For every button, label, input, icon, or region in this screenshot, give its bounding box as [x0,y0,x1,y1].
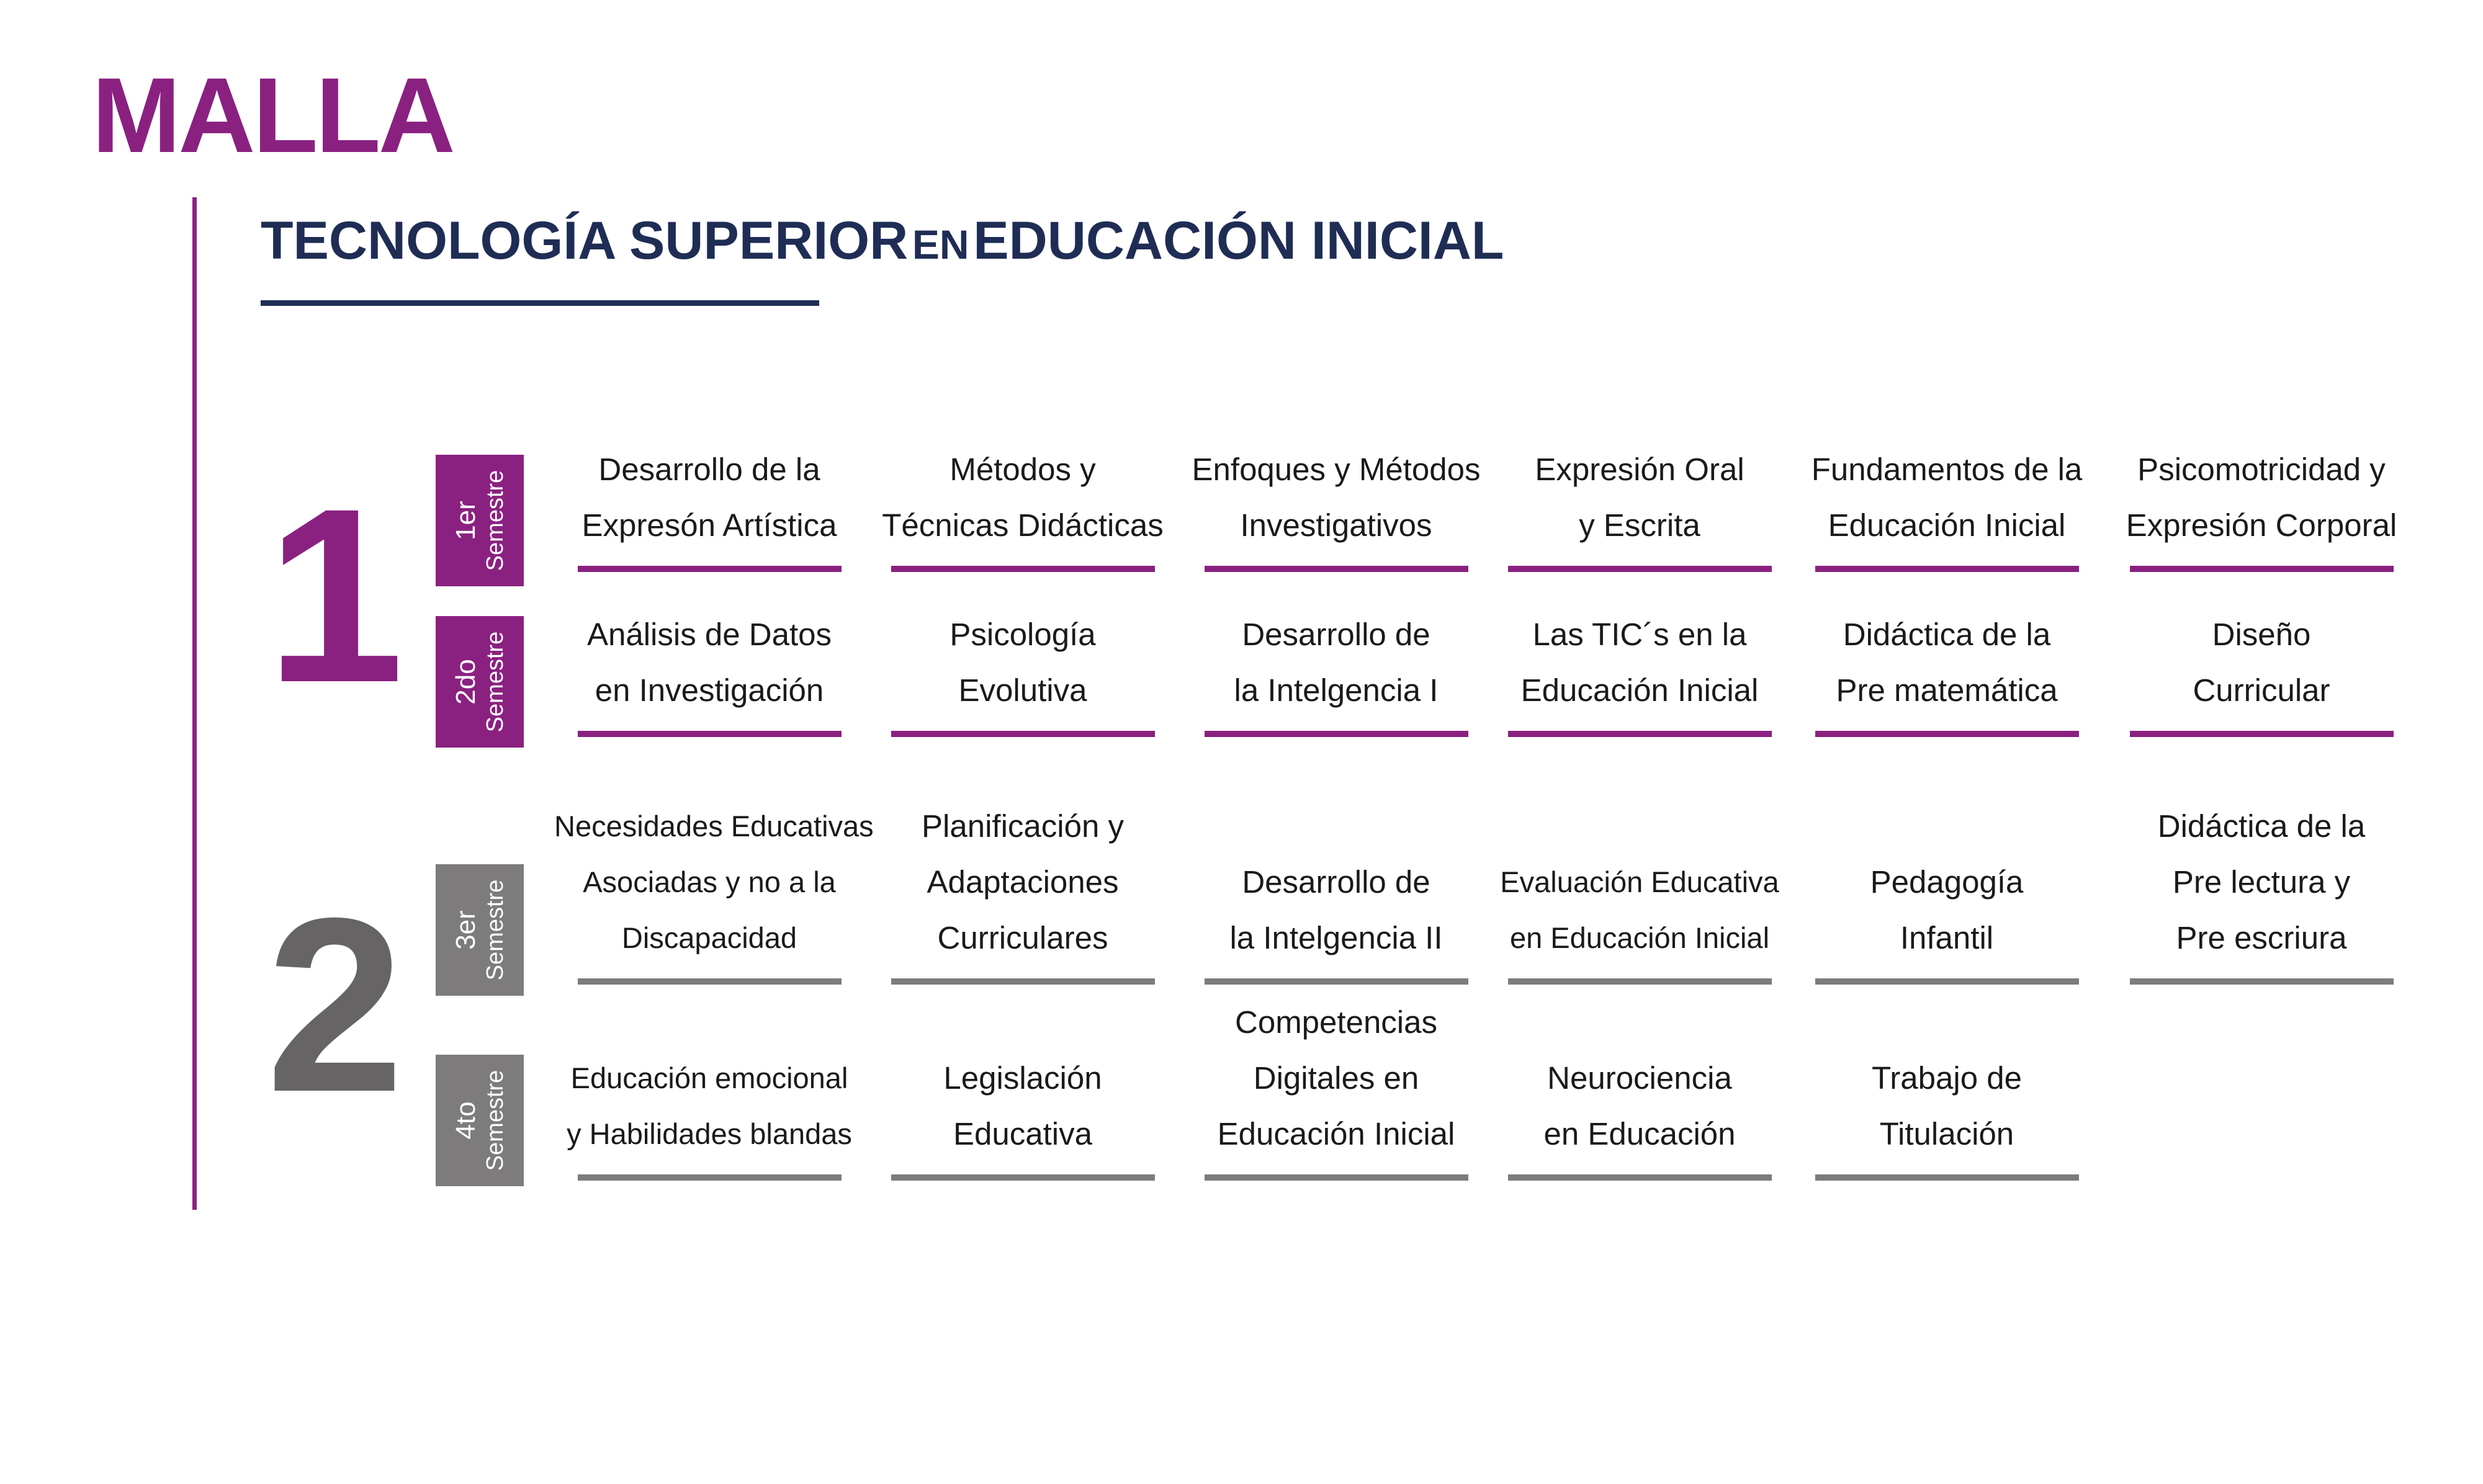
course-name [868,1050,1178,1162]
course-underline [578,566,842,572]
course-name-line: Curriculares [937,920,1108,955]
course-underline [1508,566,1772,572]
course-name-line: Evaluación Educativa [1500,865,1779,898]
semester-label [436,455,524,586]
course-name-line: Curricular [2193,673,2330,708]
page-title: MALLA [92,56,453,175]
course-name-line: Trabajo de [1872,1060,2022,1096]
course-name-line: en Investigación [595,673,824,708]
course-name [1792,442,2102,553]
semester-number: 1er [450,501,481,540]
course-name-line: Enfoques y Métodos [1192,452,1481,487]
course-underline [1508,978,1772,985]
course-name [2106,607,2417,718]
course-underline [891,978,1155,985]
semester-label [436,864,524,996]
semester-word: Semestre [482,631,508,733]
course-name [2106,442,2417,553]
course-name [1181,995,1491,1162]
course-name-line: Legislación [943,1060,1102,1096]
course-name-line: Discapacidad [621,921,797,954]
course-name-line: Educación emocional [570,1062,848,1094]
semester-word: Semestre [482,879,508,981]
course-name [1792,1050,2102,1162]
course-name-line: Competencias [1235,1004,1437,1040]
course-name-line: Educación Inicial [1217,1116,1455,1151]
course-name [1792,607,2102,718]
semester-label [436,1055,524,1186]
course-underline [1508,1174,1772,1181]
course-name-line: Diseño [2212,617,2311,652]
course-name-line: Pre lectura y [2172,864,2351,900]
program-title-connector: EN [912,221,969,267]
semester-word: Semestre [482,470,508,571]
course-name-line: Digitales en [1253,1060,1419,1096]
course-underline [2130,978,2394,985]
course-name-line: Infantil [1900,920,1994,955]
course-name-line: y Habilidades blandas [567,1117,852,1150]
course-name [2106,798,2417,966]
semester-number: 2do [450,659,481,705]
course-underline [891,1174,1155,1181]
course-name [868,442,1178,553]
course-name-line: Psicomotricidad y [2137,452,2386,487]
course-name-line: Educación Inicial [1520,673,1759,708]
course-underline [891,731,1155,737]
course-name-line: Las TIC´s en la [1532,617,1747,652]
course-name-line: Adaptaciones [927,864,1119,900]
course-name [1484,854,1795,966]
course-name-line: Expresón Artística [581,507,837,543]
semester-number: 4to [450,1101,481,1140]
course-name-line: Expresión Oral [1535,452,1744,487]
course-name-line: Métodos y [950,452,1096,487]
course-underline [891,566,1155,572]
course-name [1484,442,1795,553]
course-name-line: Didáctica de la [2157,808,2366,844]
course-name-line: la Intelgencia II [1229,920,1443,955]
semester-label-text [451,455,509,586]
course-underline [578,731,842,737]
course-name-line: Didáctica de la [1843,617,2051,652]
course-name-line: Pre matemática [1836,673,2058,708]
course-name [1181,442,1491,553]
course-underline [1815,978,2079,985]
course-name-line: Análisis de Datos [586,617,832,652]
course-underline [2130,566,2394,572]
course-name-line: la Intelgencia I [1234,673,1439,708]
course-name-line: Educativa [953,1116,1092,1151]
course-underline [1815,1174,2079,1181]
course-name [1181,607,1491,718]
program-title-field: EDUCACIÓN INICIAL [973,211,1504,270]
program-title-prefix: TECNOLOGÍA SUPERIOR [261,211,909,270]
course-underline [578,978,842,985]
course-name [554,442,864,553]
course-underline [1205,1174,1468,1181]
course-underline [2130,731,2394,737]
course-name-line: Educación Inicial [1828,507,2066,543]
semester-label-text [451,865,509,995]
semester-label-text [451,1055,509,1186]
course-name-line: Desarrollo de la [598,452,820,487]
course-underline [1815,731,2079,737]
course-name [554,1050,864,1162]
course-name-line: Planificación y [922,808,1124,844]
course-name [868,798,1178,966]
course-name [554,798,874,966]
semester-word: Semestre [482,1070,508,1171]
course-name-line: Pre escriura [2176,920,2347,955]
course-name-line: Titulación [1879,1116,2014,1151]
course-name-line: Evolutiva [958,673,1087,708]
course-name-line: Necesidades Educativas [554,810,874,843]
year-2-number: 2 [266,866,405,1143]
course-name [1181,854,1491,966]
title-underline [261,300,819,306]
semester-label [436,616,524,748]
course-name-line: Fundamentos de la [1811,452,2083,487]
course-name [1484,1050,1795,1162]
course-name-line: Desarrollo de [1242,864,1430,900]
course-underline [1815,566,2079,572]
course-name-line: y Escrita [1579,507,1700,543]
course-name-line: Técnicas Didácticas [882,507,1164,543]
course-name-line: Investigativos [1240,507,1432,543]
course-name-line: Expresión Corporal [2126,507,2397,543]
course-underline [1205,566,1468,572]
course-name [1484,607,1795,718]
year-1-number: 1 [266,457,405,734]
semester-label-text [451,617,509,747]
course-name-line: Desarrollo de [1242,617,1430,652]
course-name-line: Pedagogía [1870,864,2024,900]
semester-number: 3er [450,910,481,950]
course-underline [1205,978,1468,985]
vertical-divider [192,197,197,1210]
course-name [868,607,1178,718]
course-name [554,607,864,718]
course-name-line: Psicología [950,617,1096,652]
course-name-line: Neurociencia [1547,1060,1732,1096]
course-name-line: en Educación [1543,1116,1736,1151]
course-underline [1205,731,1468,737]
course-underline [1508,731,1772,737]
course-underline [578,1174,842,1181]
course-name-line: Asociadas y no a la [583,865,836,898]
course-name-line: en Educación Inicial [1509,921,1770,954]
course-name [1792,854,2102,966]
program-title [261,211,1504,270]
